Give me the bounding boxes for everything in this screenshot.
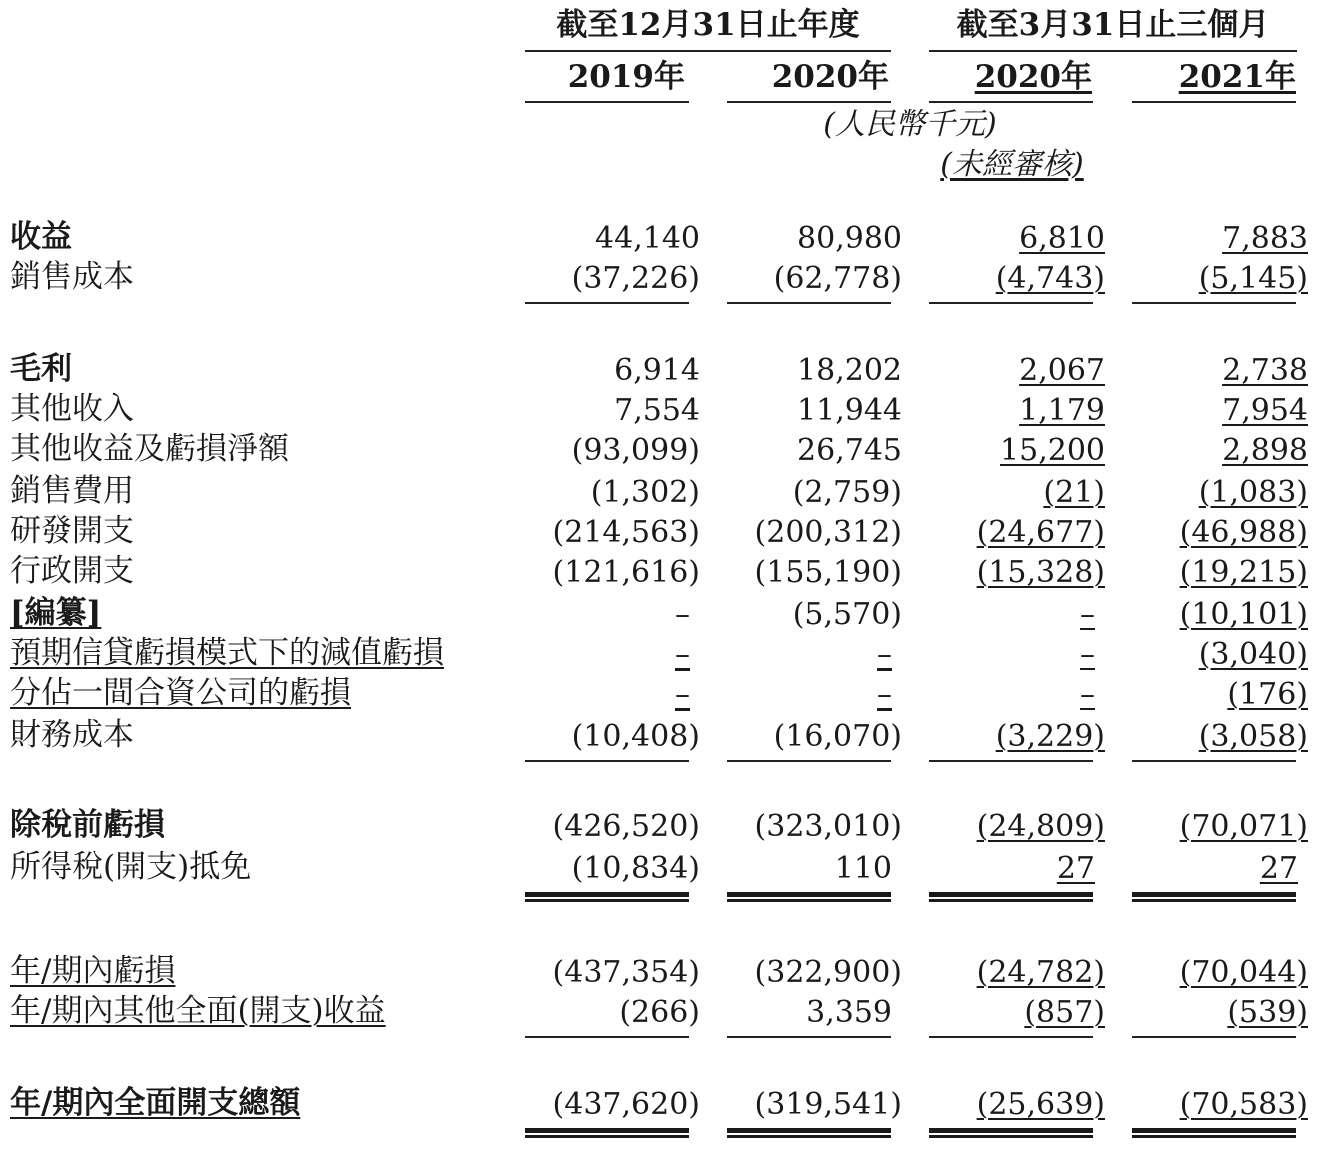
cell-r0-c3-value: 6,810 [1019, 221, 1105, 256]
row-label-jv-loss: 分佔一間合資公司的虧損 [10, 675, 351, 711]
cell-r7-c2: (155,190) [754, 555, 902, 590]
row-label-other-income: 其他收入 [10, 391, 134, 427]
cell-r14-c1: (437,354) [552, 955, 700, 990]
cell-r8-c3-value: – [1080, 597, 1095, 632]
rule-subtotal-1-c3 [929, 302, 1093, 304]
row-label-selling-expenses: 銷售費用 [10, 473, 134, 509]
cell-r16-c1: (437,620) [552, 1087, 700, 1122]
rule-total-1-c4 [1132, 892, 1296, 902]
cell-r5-c3-value: (21) [1043, 475, 1105, 510]
cell-r13-c3 [905, 851, 1095, 886]
cell-r10-c3 [905, 677, 1095, 712]
row-label-other-gains: 其他收益及虧損淨額 [10, 431, 289, 467]
cell-r6-c4 [1108, 515, 1308, 550]
cell-r7-c3-value: (15,328) [976, 555, 1105, 590]
rule-subtotal-2-c3 [929, 760, 1093, 762]
rule-total-2-c2 [727, 1128, 891, 1138]
row-label-revenue: 收益 [10, 219, 72, 255]
rule-total-2-c1 [525, 1128, 689, 1138]
cell-r2-c2: 18,202 [797, 353, 902, 388]
cell-r1-c2: (62,778) [773, 261, 902, 296]
cell-r15-c4-value: (539) [1227, 995, 1308, 1030]
cell-r5-c2: (2,759) [792, 475, 902, 510]
rule-subtotal-1-c2 [727, 302, 891, 304]
cell-r7-c4-value: (19,215) [1179, 555, 1308, 590]
cell-r10-c2-value: – [877, 677, 892, 712]
cell-r14-c4-value: (70,044) [1179, 955, 1308, 990]
row-label-oci: 年/期內其他全面(開支)收益 [10, 993, 386, 1029]
year-rule-1 [525, 101, 689, 103]
cell-r15-c1: (266) [619, 995, 700, 1030]
cell-r2-c3 [905, 353, 1105, 388]
rule-subtotal-2-c2 [727, 760, 891, 762]
cell-r14-c2: (322,900) [754, 955, 902, 990]
rule-total-2-c3 [929, 1128, 1093, 1138]
cell-r5-c1: (1,302) [590, 475, 700, 510]
cell-r9-c2 [702, 637, 892, 672]
cell-r8-c2: (5,570) [792, 597, 902, 632]
cell-r9-c1 [500, 637, 690, 672]
cell-r16-c3-value: (25,639) [976, 1087, 1105, 1122]
cell-r9-c4-value: (3,040) [1198, 637, 1308, 672]
year-rule-3 [929, 101, 1093, 103]
row-label-gross-profit: 毛利 [10, 351, 72, 387]
cell-r3-c3 [905, 393, 1105, 428]
header-rule-q [929, 50, 1297, 52]
header-period-fy: 截至12月31日止年度 [556, 7, 860, 43]
cell-r8-c4-value: (10,101) [1179, 597, 1308, 632]
cell-r1-c3-value: (4,743) [995, 261, 1105, 296]
cell-r4-c3 [905, 433, 1105, 468]
cell-r12-c2: (323,010) [754, 809, 902, 844]
rule-total-1-c3 [929, 892, 1093, 902]
row-label-total-comprehensive: 年/期內全面開支總額 [10, 1085, 301, 1121]
rule-total-1-c1 [525, 892, 689, 902]
cell-r5-c4 [1108, 475, 1308, 510]
cell-r4-c3-value: 15,200 [1000, 433, 1105, 468]
cell-r10-c1-value: – [675, 677, 690, 712]
cell-r11-c1: (10,408) [571, 719, 700, 754]
cell-r8-c4 [1108, 597, 1308, 632]
cell-r12-c4 [1108, 809, 1308, 844]
row-label-loss-before-tax: 除稅前虧損 [10, 807, 165, 843]
cell-r9-c2-value: – [877, 637, 892, 672]
header-rule-fy [525, 50, 891, 52]
cell-r14-c4 [1108, 955, 1308, 990]
cell-r15-c3-value: (857) [1024, 995, 1105, 1030]
cell-r0-c3 [905, 221, 1105, 256]
cell-r11-c3-value: (3,229) [995, 719, 1105, 754]
year-rule-4 [1132, 101, 1296, 103]
unit-note: (人民幣千元) [823, 107, 997, 142]
cell-r9-c4 [1108, 637, 1308, 672]
cell-r6-c1: (214,563) [552, 515, 700, 550]
cell-r14-c3-value: (24,782) [976, 955, 1105, 990]
row-label-income-tax: 所得稅(開支)抵免 [10, 849, 252, 885]
year-header-1: 2019年 [567, 59, 685, 95]
rule-subtotal-3-c3 [929, 1036, 1093, 1038]
cell-r2-c4 [1108, 353, 1308, 388]
row-label-rnd: 研發開支 [10, 513, 134, 549]
cell-r4-c2: 26,745 [797, 433, 902, 468]
cell-r15-c4 [1108, 995, 1308, 1030]
cell-r6-c2: (200,312) [754, 515, 902, 550]
year-header-3: 2020年 [974, 59, 1092, 95]
cell-r7-c3 [905, 555, 1105, 590]
header-period-q: 截至3月31日止三個月 [956, 7, 1270, 43]
cell-r16-c3 [905, 1087, 1105, 1122]
cell-r9-c1-value: – [675, 637, 690, 672]
rule-subtotal-2-c4 [1132, 760, 1296, 762]
cell-r1-c4-value: (5,145) [1198, 261, 1308, 296]
rule-subtotal-3-c4 [1132, 1036, 1296, 1038]
cell-r14-c3 [905, 955, 1105, 990]
cell-r12-c1: (426,520) [552, 809, 700, 844]
cell-r16-c4 [1108, 1087, 1308, 1122]
cell-r13-c4-value: 27 [1259, 851, 1298, 886]
cell-r12-c3 [905, 809, 1105, 844]
cell-r10-c4 [1108, 677, 1308, 712]
cell-r13-c4 [1108, 851, 1298, 886]
cell-r16-c2: (319,541) [754, 1087, 902, 1122]
rule-subtotal-1-c4 [1132, 302, 1296, 304]
cell-r3-c4-value: 7,954 [1222, 393, 1308, 428]
cell-r0-c4-value: 7,883 [1222, 221, 1308, 256]
cell-r12-c3-value: (24,809) [976, 809, 1105, 844]
cell-r8-c1: – [675, 597, 690, 632]
cell-r4-c4-value: 2,898 [1222, 433, 1308, 468]
cell-r15-c2: 3,359 [806, 995, 892, 1030]
cell-r11-c4-value: (3,058) [1198, 719, 1308, 754]
rule-subtotal-3-c1 [525, 1036, 689, 1038]
cell-r3-c3-value: 1,179 [1019, 393, 1105, 428]
cell-r10-c4-value: (176) [1227, 677, 1308, 712]
cell-r10-c3-value: – [1080, 677, 1095, 712]
cell-r11-c4 [1108, 719, 1308, 754]
cell-r6-c3-value: (24,677) [976, 515, 1105, 550]
cell-r10-c1 [500, 677, 690, 712]
row-label-ecl: 預期信貸虧損模式下的減值虧損 [10, 635, 444, 671]
cell-r3-c1: 7,554 [614, 393, 700, 428]
cell-r1-c4 [1108, 261, 1308, 296]
cell-r2-c1: 6,914 [614, 353, 700, 388]
cell-r1-c3 [905, 261, 1105, 296]
cell-r11-c2: (16,070) [773, 719, 902, 754]
rule-total-2-c4 [1132, 1128, 1296, 1138]
cell-r1-c1: (37,226) [571, 261, 700, 296]
cell-r2-c4-value: 2,738 [1222, 353, 1308, 388]
cell-r13-c2: 110 [834, 851, 892, 886]
rule-subtotal-1-c1 [525, 302, 689, 304]
cell-r9-c3 [905, 637, 1095, 672]
cell-r11-c3 [905, 719, 1105, 754]
cell-r15-c3 [905, 995, 1105, 1030]
cell-r5-c3 [905, 475, 1105, 510]
row-label-period-loss: 年/期內虧損 [10, 953, 176, 989]
year-rule-2 [727, 101, 891, 103]
cell-r12-c4-value: (70,071) [1179, 809, 1308, 844]
cell-r16-c4-value: (70,583) [1179, 1087, 1308, 1122]
cell-r6-c4-value: (46,988) [1179, 515, 1308, 550]
cell-r6-c3 [905, 515, 1105, 550]
row-label-redacted: [編纂] [10, 595, 102, 631]
cell-r3-c2: 11,944 [797, 393, 902, 428]
year-header-4: 2021年 [1178, 59, 1296, 95]
cell-r3-c4 [1108, 393, 1308, 428]
cell-r8-c3 [905, 597, 1095, 632]
rule-total-1-c2 [727, 892, 891, 902]
unaudited-note: (未經審核) [940, 147, 1084, 182]
cell-r7-c1: (121,616) [552, 555, 700, 590]
cell-r13-c3-value: 27 [1056, 851, 1095, 886]
rule-subtotal-3-c2 [727, 1036, 891, 1038]
cell-r0-c1: 44,140 [595, 221, 700, 256]
cell-r4-c4 [1108, 433, 1308, 468]
cell-r0-c2: 80,980 [797, 221, 902, 256]
cell-r10-c2 [702, 677, 892, 712]
cell-r4-c1: (93,099) [571, 433, 700, 468]
row-label-finance-costs: 財務成本 [10, 717, 134, 753]
row-label-cost-of-sales: 銷售成本 [10, 259, 134, 295]
cell-r2-c3-value: 2,067 [1019, 353, 1105, 388]
rule-subtotal-2-c1 [525, 760, 689, 762]
cell-r5-c4-value: (1,083) [1198, 475, 1308, 510]
cell-r0-c4 [1108, 221, 1308, 256]
cell-r13-c1: (10,834) [571, 851, 700, 886]
cell-r9-c3-value: – [1080, 637, 1095, 672]
year-header-2: 2020年 [771, 59, 889, 95]
cell-r7-c4 [1108, 555, 1308, 590]
row-label-admin: 行政開支 [10, 553, 134, 589]
